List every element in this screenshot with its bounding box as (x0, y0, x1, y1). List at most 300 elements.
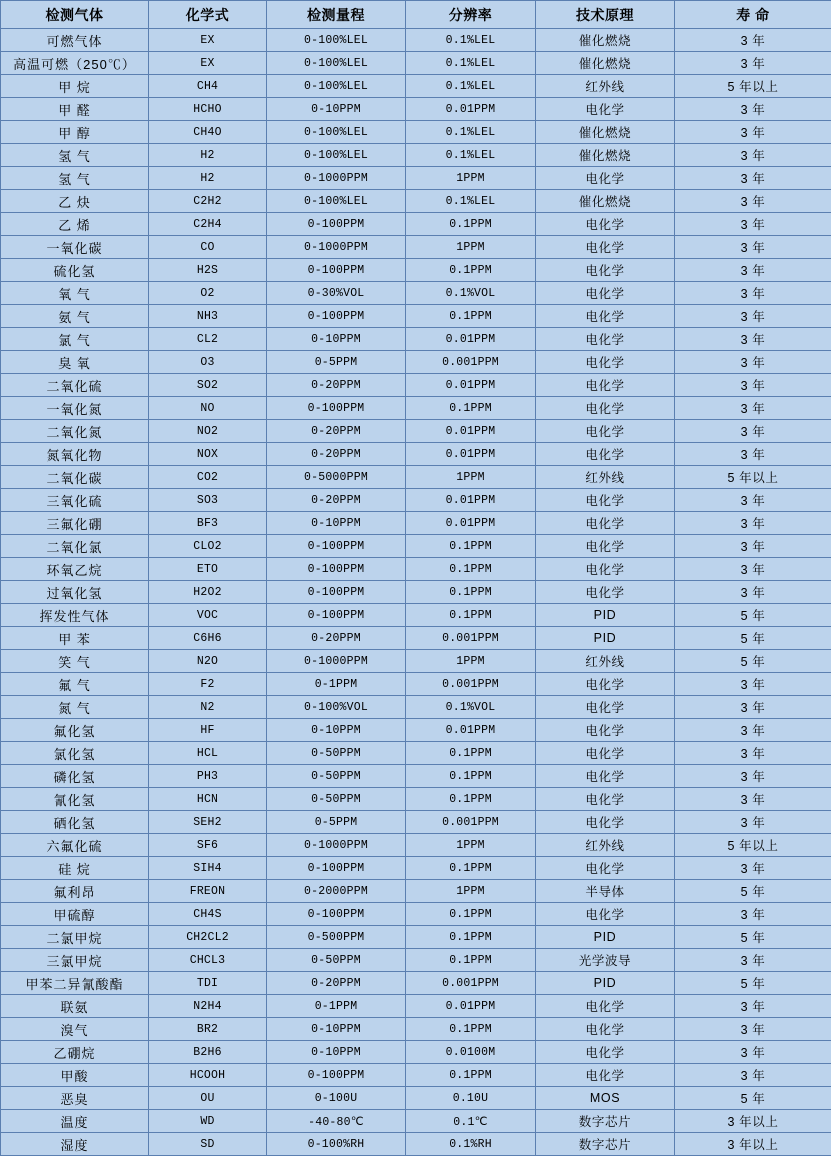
table-row (1, 811, 831, 834)
cell-lifetime: 3 年 (675, 397, 831, 420)
cell-range: 0-100%RH (267, 1133, 406, 1156)
cell-technology: 电化学 (536, 328, 675, 351)
cell-resolution: 0.01PPM (406, 512, 536, 535)
cell-range: 0-30%VOL (267, 282, 406, 305)
cell-technology: 红外线 (536, 650, 675, 673)
cell-gas: 氮氧化物 (1, 443, 149, 466)
cell-formula: HCOOH (149, 1064, 267, 1087)
cell-formula: HF (149, 719, 267, 742)
cell-range: 0-100%LEL (267, 144, 406, 167)
table-header-row (1, 1, 831, 29)
column-header-gas: 检测气体 (1, 1, 149, 29)
table-row (1, 282, 831, 305)
cell-formula: NH3 (149, 305, 267, 328)
cell-resolution: 0.1PPM (406, 926, 536, 949)
cell-lifetime: 3 年 (675, 443, 831, 466)
cell-range: 0-50PPM (267, 949, 406, 972)
cell-range: 0-1000PPM (267, 650, 406, 673)
cell-technology: PID (536, 972, 675, 995)
cell-range: 0-10PPM (267, 719, 406, 742)
cell-gas: 甲 醛 (1, 98, 149, 121)
cell-technology: 电化学 (536, 581, 675, 604)
cell-gas: 氨 气 (1, 305, 149, 328)
table-row (1, 1018, 831, 1041)
cell-formula: PH3 (149, 765, 267, 788)
table-row (1, 489, 831, 512)
cell-resolution: 1PPM (406, 466, 536, 489)
cell-technology: 电化学 (536, 397, 675, 420)
cell-lifetime: 3 年 (675, 1064, 831, 1087)
cell-resolution: 0.1%LEL (406, 29, 536, 52)
cell-formula: CHCL3 (149, 949, 267, 972)
cell-formula: NO (149, 397, 267, 420)
cell-gas: 氢 气 (1, 167, 149, 190)
cell-resolution: 0.10U (406, 1087, 536, 1110)
cell-resolution: 0.1%LEL (406, 75, 536, 98)
cell-formula: NOX (149, 443, 267, 466)
cell-resolution: 0.1PPM (406, 604, 536, 627)
cell-resolution: 0.1%LEL (406, 190, 536, 213)
cell-range: 0-5PPM (267, 811, 406, 834)
cell-range: 0-100PPM (267, 857, 406, 880)
cell-gas: 乙 烯 (1, 213, 149, 236)
table-row (1, 696, 831, 719)
cell-gas: 甲 烷 (1, 75, 149, 98)
cell-gas: 联氨 (1, 995, 149, 1018)
cell-range: 0-100U (267, 1087, 406, 1110)
cell-technology: 电化学 (536, 213, 675, 236)
cell-technology: PID (536, 604, 675, 627)
cell-lifetime: 3 年 (675, 719, 831, 742)
cell-gas: 二氯甲烷 (1, 926, 149, 949)
cell-technology: 电化学 (536, 857, 675, 880)
cell-resolution: 0.01PPM (406, 443, 536, 466)
cell-gas: 过氧化氢 (1, 581, 149, 604)
column-header-lifetime: 寿 命 (675, 1, 831, 29)
cell-lifetime: 5 年 (675, 604, 831, 627)
cell-lifetime: 3 年 (675, 558, 831, 581)
table-row (1, 190, 831, 213)
cell-lifetime: 3 年 (675, 167, 831, 190)
cell-technology: 电化学 (536, 765, 675, 788)
cell-formula: SO2 (149, 374, 267, 397)
cell-lifetime: 5 年 (675, 1087, 831, 1110)
cell-resolution: 0.1%LEL (406, 144, 536, 167)
cell-resolution: 0.001PPM (406, 811, 536, 834)
cell-resolution: 0.1PPM (406, 535, 536, 558)
cell-gas: 二氧化硫 (1, 374, 149, 397)
cell-resolution: 0.1PPM (406, 949, 536, 972)
cell-range: 0-20PPM (267, 489, 406, 512)
cell-technology: 电化学 (536, 282, 675, 305)
cell-lifetime: 3 年 (675, 29, 831, 52)
table-row (1, 121, 831, 144)
table-row (1, 1087, 831, 1110)
cell-resolution: 0.1%VOL (406, 696, 536, 719)
cell-range: 0-1000PPM (267, 167, 406, 190)
cell-technology: 电化学 (536, 696, 675, 719)
table-row (1, 1041, 831, 1064)
table-row (1, 1133, 831, 1156)
cell-gas: 硫化氢 (1, 259, 149, 282)
cell-resolution: 0.1PPM (406, 1018, 536, 1041)
cell-technology: 电化学 (536, 811, 675, 834)
cell-lifetime: 5 年 (675, 650, 831, 673)
cell-lifetime: 5 年以上 (675, 466, 831, 489)
cell-range: 0-100PPM (267, 213, 406, 236)
cell-gas: 硒化氢 (1, 811, 149, 834)
cell-technology: 电化学 (536, 351, 675, 374)
cell-technology: 数字芯片 (536, 1110, 675, 1133)
cell-gas: 三氟化硼 (1, 512, 149, 535)
cell-resolution: 0.1PPM (406, 1064, 536, 1087)
cell-technology: 电化学 (536, 305, 675, 328)
cell-gas: 三氯甲烷 (1, 949, 149, 972)
cell-resolution: 0.1PPM (406, 213, 536, 236)
cell-range: 0-100PPM (267, 558, 406, 581)
cell-formula: F2 (149, 673, 267, 696)
cell-lifetime: 3 年 (675, 535, 831, 558)
cell-lifetime: 3 年 (675, 1018, 831, 1041)
table-row (1, 52, 831, 75)
cell-lifetime: 3 年 (675, 52, 831, 75)
cell-formula: O2 (149, 282, 267, 305)
table-row (1, 834, 831, 857)
cell-lifetime: 3 年 (675, 144, 831, 167)
cell-technology: 催化燃烧 (536, 29, 675, 52)
cell-lifetime: 3 年 (675, 742, 831, 765)
table-row (1, 305, 831, 328)
cell-formula: BR2 (149, 1018, 267, 1041)
cell-technology: 电化学 (536, 236, 675, 259)
cell-lifetime: 3 年 (675, 282, 831, 305)
cell-gas: 挥发性气体 (1, 604, 149, 627)
cell-lifetime: 3 年以上 (675, 1110, 831, 1133)
column-header-resolution: 分辨率 (406, 1, 536, 29)
cell-formula: EX (149, 52, 267, 75)
cell-formula: SIH4 (149, 857, 267, 880)
table-row (1, 374, 831, 397)
cell-lifetime: 5 年 (675, 972, 831, 995)
cell-lifetime: 3 年 (675, 305, 831, 328)
cell-gas: 溴气 (1, 1018, 149, 1041)
cell-technology: 催化燃烧 (536, 121, 675, 144)
table-row (1, 604, 831, 627)
cell-lifetime: 3 年 (675, 903, 831, 926)
cell-gas: 六氟化硫 (1, 834, 149, 857)
cell-range: 0-10PPM (267, 512, 406, 535)
cell-range: 0-20PPM (267, 972, 406, 995)
cell-resolution: 0.1℃ (406, 1110, 536, 1133)
cell-range: 0-10PPM (267, 1018, 406, 1041)
cell-range: 0-100PPM (267, 535, 406, 558)
table-row (1, 719, 831, 742)
table-row (1, 512, 831, 535)
table-row (1, 673, 831, 696)
table-row (1, 397, 831, 420)
cell-technology: 电化学 (536, 420, 675, 443)
cell-technology: 电化学 (536, 489, 675, 512)
cell-technology: 电化学 (536, 903, 675, 926)
cell-technology: 电化学 (536, 535, 675, 558)
cell-technology: 电化学 (536, 1041, 675, 1064)
cell-technology: 电化学 (536, 742, 675, 765)
cell-gas: 高温可燃（250℃） (1, 52, 149, 75)
cell-lifetime: 3 年 (675, 328, 831, 351)
cell-resolution: 1PPM (406, 236, 536, 259)
cell-technology: 半导体 (536, 880, 675, 903)
cell-formula: ETO (149, 558, 267, 581)
cell-gas: 氟化氢 (1, 719, 149, 742)
cell-resolution: 0.1PPM (406, 581, 536, 604)
cell-lifetime: 3 年 (675, 236, 831, 259)
cell-technology: 催化燃烧 (536, 144, 675, 167)
cell-gas: 氧 气 (1, 282, 149, 305)
table-header (1, 1, 831, 29)
cell-technology: PID (536, 926, 675, 949)
cell-technology: 红外线 (536, 834, 675, 857)
cell-formula: C6H6 (149, 627, 267, 650)
cell-gas: 三氧化硫 (1, 489, 149, 512)
cell-technology: 数字芯片 (536, 1133, 675, 1156)
cell-resolution: 0.1PPM (406, 765, 536, 788)
cell-resolution: 0.1PPM (406, 305, 536, 328)
cell-gas: 环氧乙烷 (1, 558, 149, 581)
cell-resolution: 0.1%VOL (406, 282, 536, 305)
cell-lifetime: 5 年以上 (675, 75, 831, 98)
cell-formula: H2 (149, 144, 267, 167)
cell-formula: SO3 (149, 489, 267, 512)
table-row (1, 328, 831, 351)
cell-formula: CO (149, 236, 267, 259)
cell-gas: 二氧化氯 (1, 535, 149, 558)
cell-range: 0-20PPM (267, 627, 406, 650)
cell-gas: 笑 气 (1, 650, 149, 673)
cell-formula: CH4S (149, 903, 267, 926)
cell-technology: 电化学 (536, 788, 675, 811)
cell-range: 0-1000PPM (267, 236, 406, 259)
table-row (1, 926, 831, 949)
cell-formula: CLO2 (149, 535, 267, 558)
cell-technology: 电化学 (536, 259, 675, 282)
cell-lifetime: 3 年 (675, 512, 831, 535)
cell-formula: CH4O (149, 121, 267, 144)
table-row (1, 742, 831, 765)
cell-gas: 氢 气 (1, 144, 149, 167)
cell-resolution: 0.0100M (406, 1041, 536, 1064)
cell-range: 0-100PPM (267, 604, 406, 627)
cell-resolution: 0.001PPM (406, 351, 536, 374)
cell-technology: 红外线 (536, 466, 675, 489)
cell-lifetime: 3 年 (675, 213, 831, 236)
cell-gas: 硅 烷 (1, 857, 149, 880)
cell-range: 0-1PPM (267, 995, 406, 1018)
cell-lifetime: 3 年 (675, 811, 831, 834)
cell-lifetime: 3 年 (675, 765, 831, 788)
cell-lifetime: 3 年 (675, 857, 831, 880)
cell-technology: 电化学 (536, 995, 675, 1018)
table-row (1, 98, 831, 121)
cell-technology: 电化学 (536, 1018, 675, 1041)
table-row (1, 259, 831, 282)
cell-lifetime: 3 年 (675, 351, 831, 374)
cell-lifetime: 3 年以上 (675, 1133, 831, 1156)
cell-gas: 氯化氢 (1, 742, 149, 765)
cell-lifetime: 5 年以上 (675, 834, 831, 857)
cell-formula: N2H4 (149, 995, 267, 1018)
cell-lifetime: 3 年 (675, 581, 831, 604)
cell-gas: 湿度 (1, 1133, 149, 1156)
cell-gas: 甲 醇 (1, 121, 149, 144)
cell-formula: B2H6 (149, 1041, 267, 1064)
cell-range: 0-50PPM (267, 742, 406, 765)
cell-resolution: 0.01PPM (406, 719, 536, 742)
table-row (1, 880, 831, 903)
table-row (1, 466, 831, 489)
column-header-technology: 技术原理 (536, 1, 675, 29)
cell-range: 0-20PPM (267, 420, 406, 443)
cell-range: 0-100PPM (267, 397, 406, 420)
cell-range: 0-100%LEL (267, 75, 406, 98)
cell-resolution: 0.01PPM (406, 328, 536, 351)
cell-range: 0-50PPM (267, 788, 406, 811)
cell-range: 0-20PPM (267, 443, 406, 466)
cell-resolution: 0.1PPM (406, 558, 536, 581)
cell-formula: O3 (149, 351, 267, 374)
cell-formula: SF6 (149, 834, 267, 857)
cell-technology: 电化学 (536, 167, 675, 190)
table-row (1, 351, 831, 374)
cell-lifetime: 3 年 (675, 673, 831, 696)
cell-gas: 甲苯二异氰酸酯 (1, 972, 149, 995)
cell-formula: VOC (149, 604, 267, 627)
cell-resolution: 0.1%LEL (406, 121, 536, 144)
cell-technology: 电化学 (536, 512, 675, 535)
cell-technology: 电化学 (536, 673, 675, 696)
cell-gas: 氟利昂 (1, 880, 149, 903)
cell-formula: CL2 (149, 328, 267, 351)
cell-gas: 氰化氢 (1, 788, 149, 811)
cell-technology: 电化学 (536, 1064, 675, 1087)
cell-resolution: 1PPM (406, 880, 536, 903)
cell-formula: TDI (149, 972, 267, 995)
cell-range: 0-100PPM (267, 1064, 406, 1087)
cell-technology: 电化学 (536, 719, 675, 742)
cell-range: 0-500PPM (267, 926, 406, 949)
cell-range: 0-20PPM (267, 374, 406, 397)
cell-range: 0-100PPM (267, 259, 406, 282)
cell-formula: N2O (149, 650, 267, 673)
table-row (1, 236, 831, 259)
cell-gas: 恶臭 (1, 1087, 149, 1110)
table-row (1, 29, 831, 52)
cell-resolution: 0.1%RH (406, 1133, 536, 1156)
cell-range: 0-100%LEL (267, 29, 406, 52)
cell-resolution: 0.1PPM (406, 857, 536, 880)
cell-range: 0-100PPM (267, 903, 406, 926)
cell-gas: 乙硼烷 (1, 1041, 149, 1064)
table-row (1, 420, 831, 443)
cell-lifetime: 3 年 (675, 995, 831, 1018)
cell-formula: H2O2 (149, 581, 267, 604)
cell-formula: HCN (149, 788, 267, 811)
cell-gas: 乙 炔 (1, 190, 149, 213)
cell-resolution: 0.001PPM (406, 972, 536, 995)
cell-resolution: 0.1PPM (406, 742, 536, 765)
cell-technology: 电化学 (536, 558, 675, 581)
cell-technology: 红外线 (536, 75, 675, 98)
cell-gas: 氯 气 (1, 328, 149, 351)
cell-range: 0-100%LEL (267, 190, 406, 213)
cell-technology: PID (536, 627, 675, 650)
cell-formula: CH4 (149, 75, 267, 98)
cell-lifetime: 3 年 (675, 1041, 831, 1064)
cell-resolution: 0.01PPM (406, 995, 536, 1018)
cell-technology: 光学波导 (536, 949, 675, 972)
cell-gas: 二氧化碳 (1, 466, 149, 489)
cell-lifetime: 5 年 (675, 880, 831, 903)
cell-formula: CO2 (149, 466, 267, 489)
cell-lifetime: 3 年 (675, 259, 831, 282)
cell-technology: 电化学 (536, 374, 675, 397)
table-row (1, 443, 831, 466)
cell-resolution: 0.1PPM (406, 259, 536, 282)
cell-resolution: 0.001PPM (406, 627, 536, 650)
table-row (1, 650, 831, 673)
table-row (1, 972, 831, 995)
cell-formula: HCHO (149, 98, 267, 121)
cell-formula: HCL (149, 742, 267, 765)
cell-gas: 一氧化碳 (1, 236, 149, 259)
cell-technology: MOS (536, 1087, 675, 1110)
cell-gas: 甲硫醇 (1, 903, 149, 926)
cell-resolution: 0.1PPM (406, 903, 536, 926)
cell-resolution: 0.1%LEL (406, 52, 536, 75)
cell-gas: 甲酸 (1, 1064, 149, 1087)
table-row (1, 788, 831, 811)
cell-resolution: 0.01PPM (406, 489, 536, 512)
cell-technology: 催化燃烧 (536, 52, 675, 75)
cell-gas: 二氧化氮 (1, 420, 149, 443)
cell-lifetime: 3 年 (675, 121, 831, 144)
cell-formula: NO2 (149, 420, 267, 443)
table-row (1, 1110, 831, 1133)
cell-range: 0-10PPM (267, 328, 406, 351)
cell-lifetime: 5 年 (675, 627, 831, 650)
cell-lifetime: 3 年 (675, 374, 831, 397)
cell-lifetime: 3 年 (675, 949, 831, 972)
cell-range: 0-10PPM (267, 98, 406, 121)
cell-formula: H2 (149, 167, 267, 190)
cell-formula: EX (149, 29, 267, 52)
table-row (1, 627, 831, 650)
column-header-formula: 化学式 (149, 1, 267, 29)
table-row (1, 144, 831, 167)
table-row (1, 995, 831, 1018)
cell-range: 0-100%LEL (267, 52, 406, 75)
cell-range: 0-2000PPM (267, 880, 406, 903)
cell-gas: 甲 苯 (1, 627, 149, 650)
cell-technology: 电化学 (536, 98, 675, 121)
cell-formula: CH2CL2 (149, 926, 267, 949)
cell-formula: OU (149, 1087, 267, 1110)
cell-resolution: 0.01PPM (406, 420, 536, 443)
table-row (1, 75, 831, 98)
table-row (1, 167, 831, 190)
cell-formula: WD (149, 1110, 267, 1133)
table-row (1, 535, 831, 558)
cell-resolution: 0.01PPM (406, 374, 536, 397)
